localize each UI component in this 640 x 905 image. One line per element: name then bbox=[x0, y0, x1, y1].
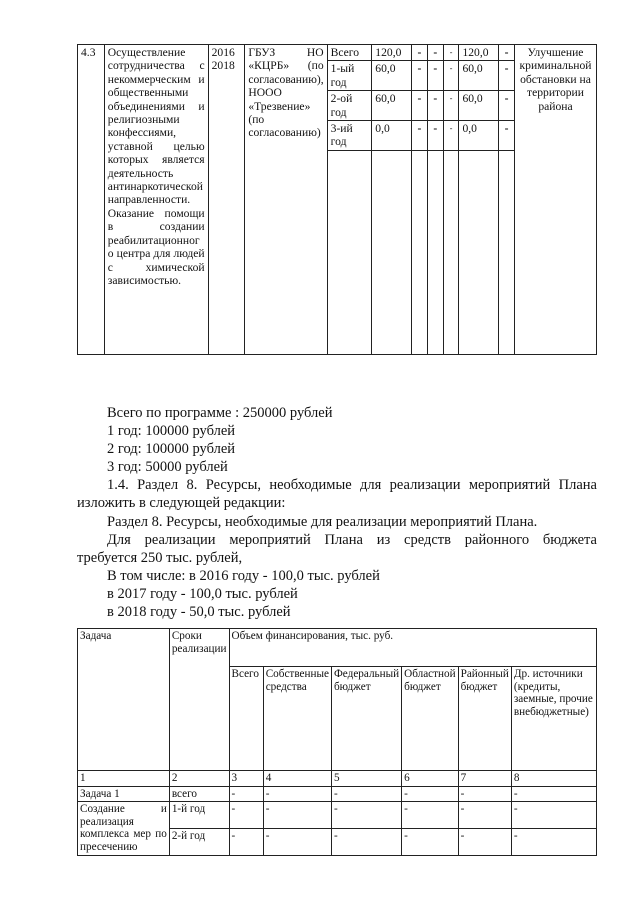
header-district: Районный бюджет bbox=[458, 667, 511, 771]
empty-cell bbox=[499, 150, 515, 354]
table-cell: - bbox=[229, 802, 263, 829]
period-year2: 2-ой год bbox=[327, 91, 372, 121]
empty-cell bbox=[372, 150, 412, 354]
header-federal: Федеральный бюджет bbox=[331, 667, 401, 771]
funding-cell: - bbox=[499, 61, 515, 91]
funding-total: 60,0 bbox=[372, 91, 412, 121]
header-volume: Объем финансирования, тыс. руб. bbox=[229, 629, 597, 667]
empty-cell bbox=[459, 150, 499, 354]
funding-cell: - bbox=[443, 61, 459, 91]
year3-amount: 3 год: 50000 рублей bbox=[107, 459, 228, 475]
task1-label: Задача 1 bbox=[78, 786, 170, 802]
col-number: 6 bbox=[402, 771, 458, 787]
col-number: 2 bbox=[169, 771, 229, 787]
period-total: Всего bbox=[327, 45, 372, 61]
year2-amount: 2 год: 100000 рублей bbox=[107, 441, 236, 457]
table-cell: - bbox=[458, 786, 511, 802]
empty-cell bbox=[427, 150, 443, 354]
header-terms: Сроки реализации bbox=[169, 629, 229, 771]
header-other: Др. источники (кредиты, заемные, прочие внебюджетные) bbox=[511, 667, 596, 771]
funding-local: 0,0 bbox=[459, 121, 499, 151]
table-cell: - bbox=[511, 828, 596, 855]
table-cell: - bbox=[229, 828, 263, 855]
header-regional: Областной бюджет bbox=[402, 667, 458, 771]
col-number: 8 bbox=[511, 771, 596, 787]
funding-cell: - bbox=[443, 91, 459, 121]
funding-cell: - bbox=[427, 121, 443, 151]
table-cell: - bbox=[402, 802, 458, 829]
empty-cell bbox=[412, 150, 428, 354]
task1-term: всего bbox=[169, 786, 229, 802]
col-number: 1 bbox=[78, 771, 170, 787]
funding-cell: - bbox=[427, 91, 443, 121]
period-year3: 3-ий год bbox=[327, 121, 372, 151]
year-2018: в 2018 году - 50,0 тыс. рублей bbox=[107, 604, 291, 620]
row-number: 4.3 bbox=[78, 45, 105, 355]
funding-cell: - bbox=[412, 121, 428, 151]
expected-result: Улучшение криминальной обстановки на территории района bbox=[515, 45, 597, 355]
table-cell: - bbox=[331, 786, 401, 802]
funding-total: 0,0 bbox=[372, 121, 412, 151]
funding-cell: - bbox=[499, 91, 515, 121]
measures-table bbox=[77, 44, 597, 355]
funding-cell: - bbox=[499, 121, 515, 151]
table-cell: - bbox=[263, 828, 331, 855]
resources-table bbox=[77, 628, 597, 856]
activity-description: Осуществление сотрудничества с некоммерческим и общественными объединениями и религиозными конфессиями, уставной целью которых является деятельность антинаркотической направленности. Оказание помощи в создании реабилитационного центра для людей с химической зависимостью. bbox=[104, 45, 208, 355]
funding-cell: - bbox=[443, 45, 459, 61]
funding-cell: - bbox=[412, 45, 428, 61]
col-number: 4 bbox=[263, 771, 331, 787]
header-task: Задача bbox=[78, 629, 170, 771]
funding-cell: - bbox=[427, 61, 443, 91]
table-cell: - bbox=[402, 786, 458, 802]
col-number: 7 bbox=[458, 771, 511, 787]
item-1-4-line2: изложить в следующей редакции: bbox=[77, 495, 286, 511]
budget-line2: требуется 250 тыс. рублей, bbox=[77, 550, 243, 566]
funding-local: 60,0 bbox=[459, 91, 499, 121]
executors: ГБУЗ НО «КЦРБ» (по согласованию), НООО «Трезвение» (по согласованию) bbox=[245, 45, 327, 355]
budget-line1: Для реализации мероприятий Плана из средств районного бюджета bbox=[107, 532, 597, 548]
funding-cell: - bbox=[412, 91, 428, 121]
funding-cell: - bbox=[412, 61, 428, 91]
funding-total: 120,0 bbox=[372, 45, 412, 61]
period-year1: 1-ый год bbox=[327, 61, 372, 91]
task-creation-label: Создание и реализация комплекса мер по пресечению bbox=[78, 802, 170, 855]
col-number: 3 bbox=[229, 771, 263, 787]
table-cell: - bbox=[263, 786, 331, 802]
item-1-4-line1: 1.4. Раздел 8. Ресурсы, необходимые для реализации мероприятий Плана bbox=[107, 477, 597, 493]
table-cell: - bbox=[511, 786, 596, 802]
term-year2: 2-й год bbox=[169, 828, 229, 855]
funding-cell: - bbox=[427, 45, 443, 61]
section8-title: Раздел 8. Ресурсы, необходимые для реализации мероприятий Плана. bbox=[107, 514, 538, 530]
year1-amount: 1 год: 100000 рублей bbox=[107, 423, 236, 439]
funding-local: 60,0 bbox=[459, 61, 499, 91]
empty-cell bbox=[327, 150, 372, 354]
funding-total: 60,0 bbox=[372, 61, 412, 91]
table-cell: - bbox=[331, 802, 401, 829]
funding-cell: - bbox=[443, 121, 459, 151]
implementation-years: 2016 2018 bbox=[208, 45, 245, 355]
header-own: Собственные средства bbox=[263, 667, 331, 771]
total-program: Всего по программе : 250000 рублей bbox=[107, 405, 333, 421]
table-cell: - bbox=[458, 802, 511, 829]
year-2016: В том числе: в 2016 году - 100,0 тыс. рублей bbox=[107, 568, 380, 584]
term-year1: 1-й год bbox=[169, 802, 229, 829]
table-cell: - bbox=[263, 802, 331, 829]
year-2017: в 2017 году - 100,0 тыс. рублей bbox=[107, 586, 298, 602]
table-cell: - bbox=[402, 828, 458, 855]
header-total: Всего bbox=[229, 667, 263, 771]
empty-cell bbox=[443, 150, 459, 354]
table-cell: - bbox=[229, 786, 263, 802]
table-cell: - bbox=[458, 828, 511, 855]
col-number: 5 bbox=[331, 771, 401, 787]
table-cell: - bbox=[331, 828, 401, 855]
table-cell: - bbox=[511, 802, 596, 829]
funding-local: 120,0 bbox=[459, 45, 499, 61]
funding-cell: - bbox=[499, 45, 515, 61]
